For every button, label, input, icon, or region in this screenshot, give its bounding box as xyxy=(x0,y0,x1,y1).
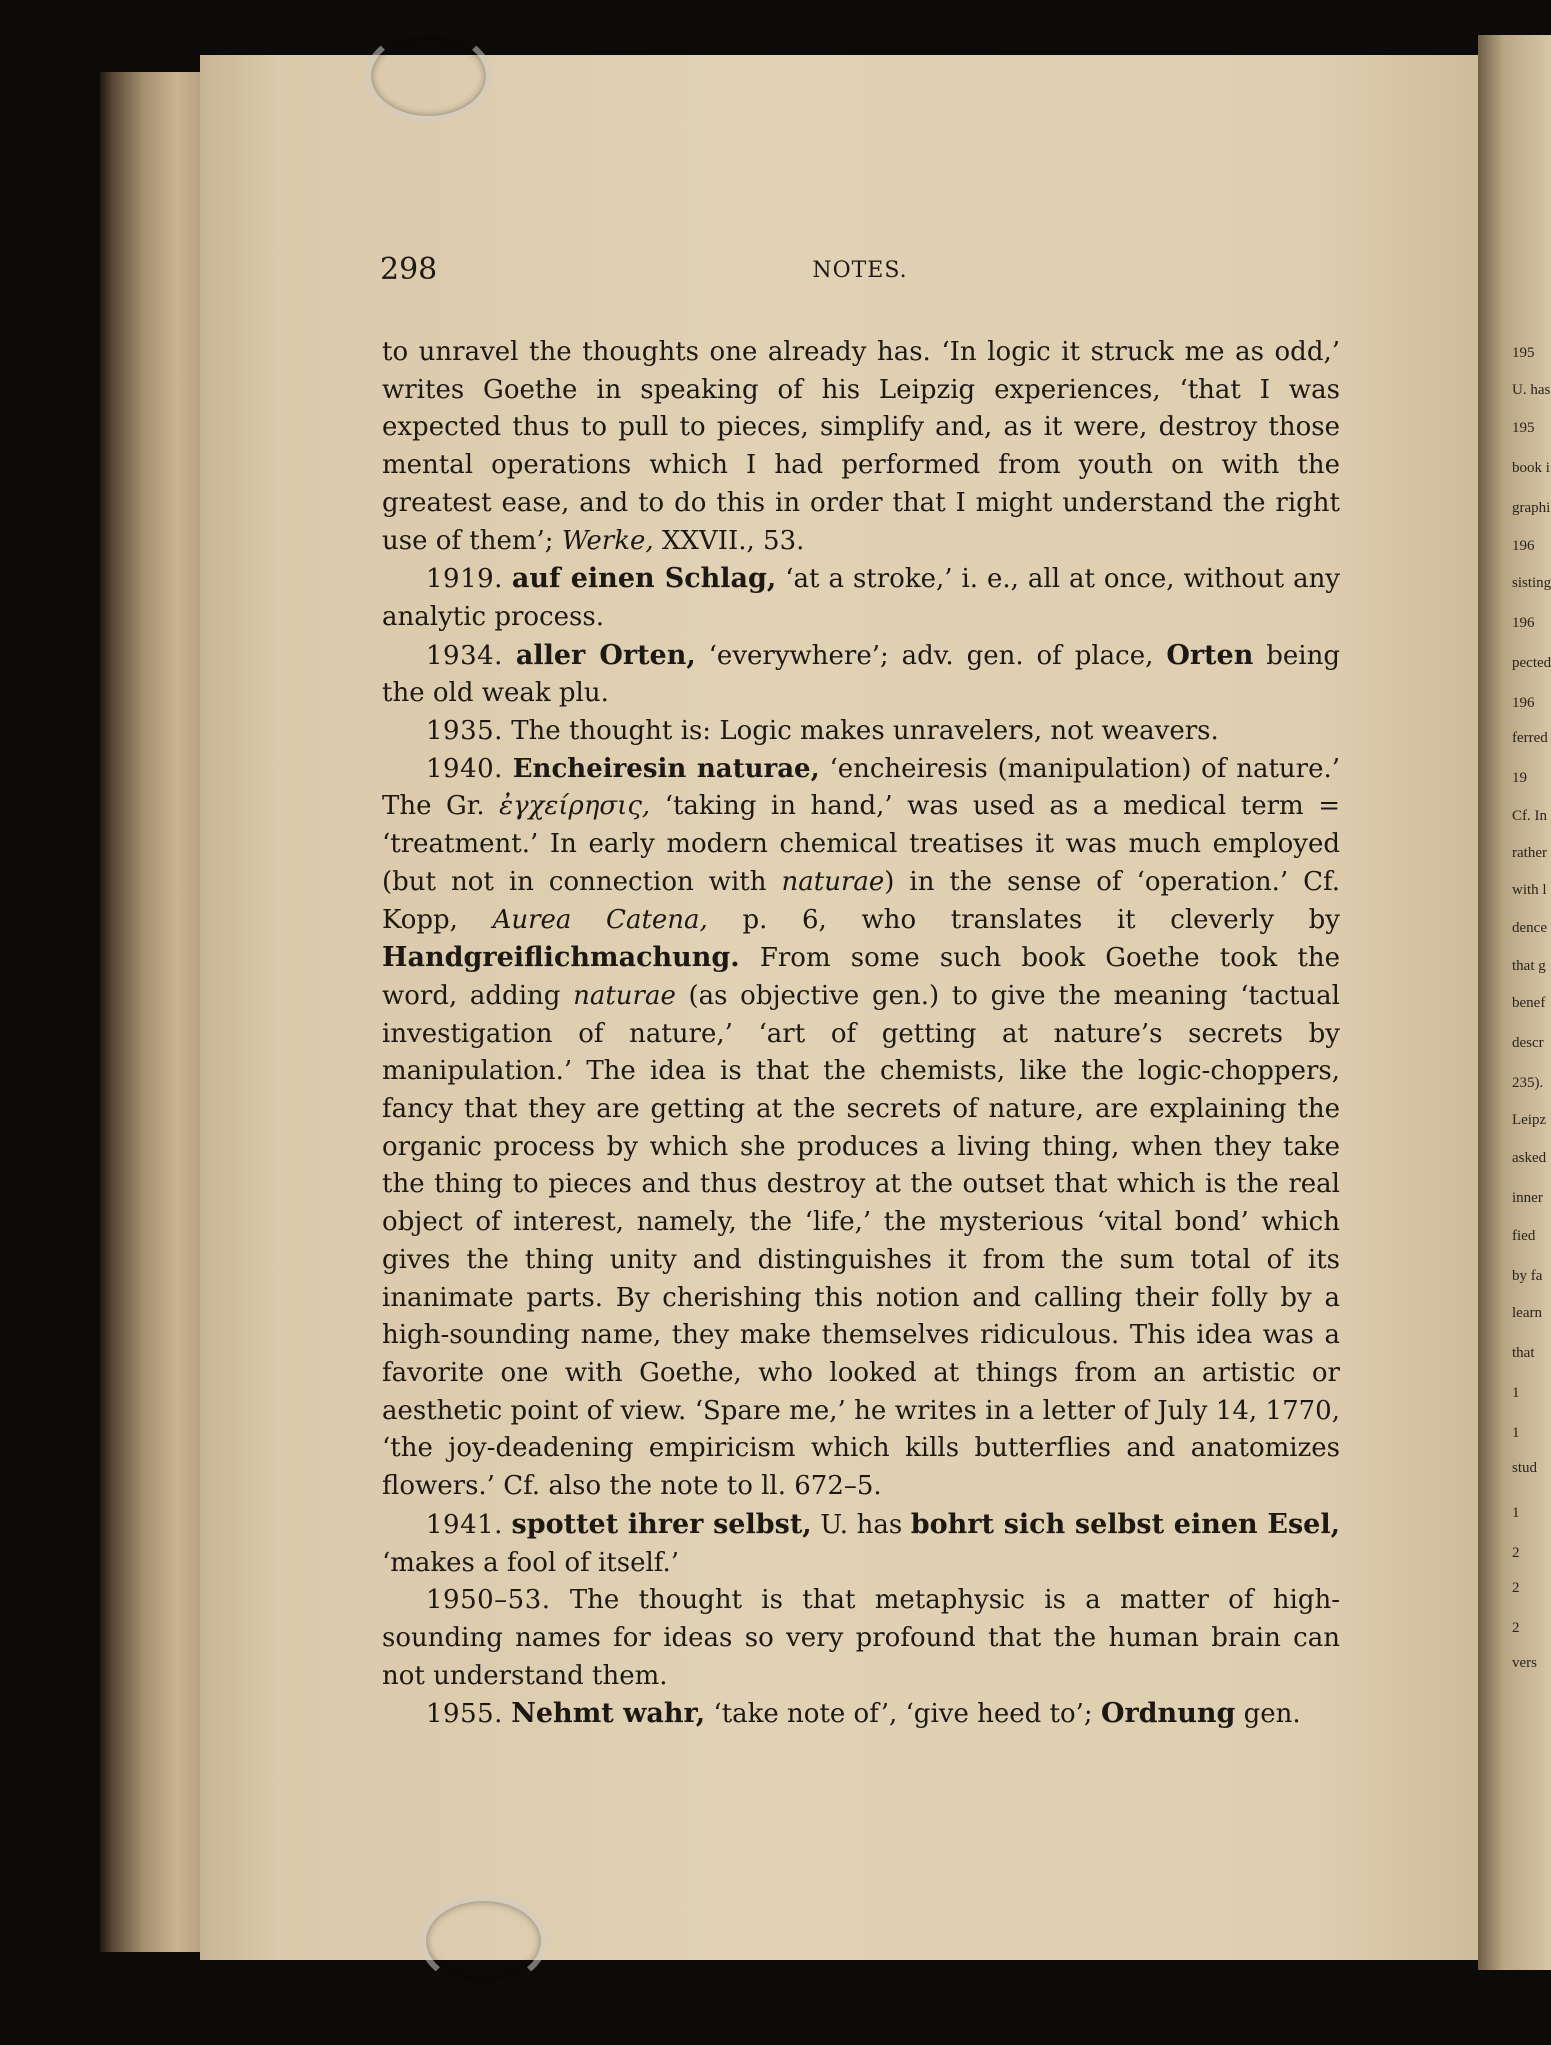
german-phrase: bohrt sich selbst einen Esel, xyxy=(910,1508,1340,1540)
facing-page-fragment: book i xyxy=(1512,460,1550,476)
note-text: to unravel the thoughts one already has. ‘In logic it struck me as odd,’ writes Goethe in speaking of his Leipzig experiences, ‘that I was expected thus to pull to pieces, simplify and, as it were, destroy those mental operations which I had performed from youth on with the greatest ease, and to do this in order that I might understand the right use of them’; xyxy=(382,337,1340,556)
note-text: ‘makes a fool of itself.’ xyxy=(382,1547,680,1578)
note-text: being the old weak plu. xyxy=(382,640,1340,709)
facing-page-fragment: 196 xyxy=(1512,538,1535,554)
latin-word: naturae xyxy=(781,866,885,897)
note-1935 xyxy=(382,713,1340,751)
facing-page-fragment: 195 xyxy=(1512,345,1535,361)
line-number: 1955. xyxy=(426,1699,503,1730)
facing-page-fragment: with l xyxy=(1512,882,1547,898)
work-title: Aurea Catena, xyxy=(492,904,708,935)
work-title: Werke, xyxy=(561,525,654,556)
facing-page-fragment: sisting xyxy=(1512,575,1551,591)
facing-page-fragment: Leipz xyxy=(1512,1112,1547,1128)
note-text: The thought is that metaphysic is a matter of high-sounding names for ideas so very profound that the human brain can not understand them. xyxy=(382,1585,1340,1691)
facing-page-fragment: 1 xyxy=(1512,1425,1520,1441)
facing-page-fragment: dence xyxy=(1512,920,1547,936)
facing-page-fragment: vers xyxy=(1512,1655,1537,1671)
note-text: U. has xyxy=(811,1509,911,1540)
note-continuation xyxy=(382,334,1340,560)
lemma: auf einen Schlag, xyxy=(511,563,777,595)
facing-page-fragment: Cf. In xyxy=(1512,808,1547,824)
facing-page-fragment: by fa xyxy=(1512,1268,1543,1284)
facing-page-fragment: 1 xyxy=(1512,1505,1520,1521)
german-word: Orten xyxy=(1166,639,1254,671)
page-header xyxy=(380,252,1340,292)
line-number: 1941. xyxy=(426,1509,503,1540)
german-word: Ordnung xyxy=(1100,1698,1236,1730)
line-number: 1919. xyxy=(426,564,503,595)
page-number: 298 xyxy=(380,252,438,287)
note-text: ‘encheiresis (manipulation) of nature.’ The Gr. xyxy=(382,753,1340,822)
note-text: The thought is: Logic makes unravelers, not weavers. xyxy=(502,716,1219,747)
facing-page-fragment: 2 xyxy=(1512,1580,1520,1596)
facing-page-fragment: asked xyxy=(1512,1150,1547,1166)
note-text: p. 6, who translates it cleverly by xyxy=(707,904,1340,935)
note-text: XXVII., 53. xyxy=(653,525,805,556)
note-text: ‘taking in hand,’ was used as a medical term = ‘treatment.’ In early modern chemical treatises it was much employed (but not in connection with xyxy=(382,791,1341,897)
lemma: Nehmt wahr, xyxy=(511,1698,706,1730)
facing-page-fragment: 196 xyxy=(1512,615,1535,631)
note-text: ) in the sense of ‘operation.’ Cf. Kopp, xyxy=(382,866,1340,935)
book-edge xyxy=(100,72,210,1952)
facing-page-fragment: 195 xyxy=(1512,420,1535,436)
note-text: From some such book Goethe took the word, adding xyxy=(382,943,1340,1011)
latin-word: naturae xyxy=(573,980,676,1011)
line-number: 1935. xyxy=(426,716,503,747)
note-1934 xyxy=(382,637,1340,713)
facing-page-fragment: learn xyxy=(1512,1305,1542,1321)
facing-page-fragment: that xyxy=(1512,1345,1535,1361)
facing-page-fragment: graphi xyxy=(1512,500,1551,516)
line-number: 1940. xyxy=(426,753,503,784)
note-1950 xyxy=(382,1582,1340,1695)
facing-page-fragment: ferred xyxy=(1512,730,1548,746)
facing-page-fragment: fied xyxy=(1512,1228,1536,1244)
page-clip-top xyxy=(365,30,492,122)
facing-page-fragment: descr xyxy=(1512,1035,1544,1051)
note-1955 xyxy=(382,1695,1340,1734)
greek-word: ἐγχείρησις, xyxy=(499,791,651,822)
facing-page-fragment: inner xyxy=(1512,1190,1543,1206)
notes-body xyxy=(382,334,1340,1734)
german-word: Handgreiflichmachung. xyxy=(382,942,740,974)
line-number: 1934. xyxy=(426,640,503,671)
facing-page-fragment: benef xyxy=(1512,995,1546,1011)
facing-page-fragment: 2 xyxy=(1512,1620,1520,1636)
facing-page-fragment: that g xyxy=(1512,958,1546,974)
note-text: ‘everywhere’; adv. gen. of place, xyxy=(695,640,1167,671)
line-number: 1950–53. xyxy=(426,1585,551,1616)
facing-page-fragment: pected xyxy=(1512,655,1551,671)
facing-page-fragment: U. has xyxy=(1512,382,1551,398)
note-1941 xyxy=(382,1506,1340,1582)
facing-page-fragment: 235). xyxy=(1512,1075,1544,1091)
facing-page-fragment: stud xyxy=(1512,1460,1538,1476)
facing-page-fragment: 1 xyxy=(1512,1385,1520,1401)
page-clip-bottom xyxy=(420,1895,547,1987)
note-1940 xyxy=(382,751,1340,1506)
lemma: aller Orten, xyxy=(515,639,696,671)
facing-page-fragment: rather xyxy=(1512,845,1547,861)
facing-page-fragment: 196 xyxy=(1512,695,1535,711)
facing-page-fragment: 2 xyxy=(1512,1545,1520,1561)
note-1919 xyxy=(382,560,1340,636)
lemma: spottet ihrer selbst, xyxy=(511,1508,812,1540)
note-text: gen. xyxy=(1235,1699,1301,1730)
note-text: (as objective gen.) to give the meaning ‘tactual investigation of nature,’ ‘art of getting at nature’s secrets by manipulation.’ The idea is that the chemists, like the logic-choppers, fancy that they are getting at the secrets of nature, are explaining the organic process by which she produces a living thing, when they take the thing to pieces and thus destroy at the outset that which is the real object of interest, namely, the ‘life,’ the mysterious ‘vital bond’ which gives the thing unity and distinguishes it from the sum total of its inanimate parts. By cherishing this notion and calling their folly by a high-sounding name, they make themselves ridiculous. This idea was a favorite one with Goethe, who looked at things from an artistic or aesthetic point of view. ‘Spare me,’ he writes in a letter of July 14, 1770, ‘the joy-deadening empiricism which kills butterflies and anatomizes flowers.’ Cf. also the note to ll. 672–5. xyxy=(382,980,1340,1502)
running-head: NOTES. xyxy=(812,258,908,283)
lemma: Encheiresin naturae, xyxy=(512,753,820,784)
note-text: ‘at a stroke,’ i. e., all at once, without any analytic process. xyxy=(382,564,1340,632)
note-text: ‘take note of’, ‘give heed to’; xyxy=(705,1699,1101,1730)
facing-page-fragment: 19 xyxy=(1512,770,1527,786)
